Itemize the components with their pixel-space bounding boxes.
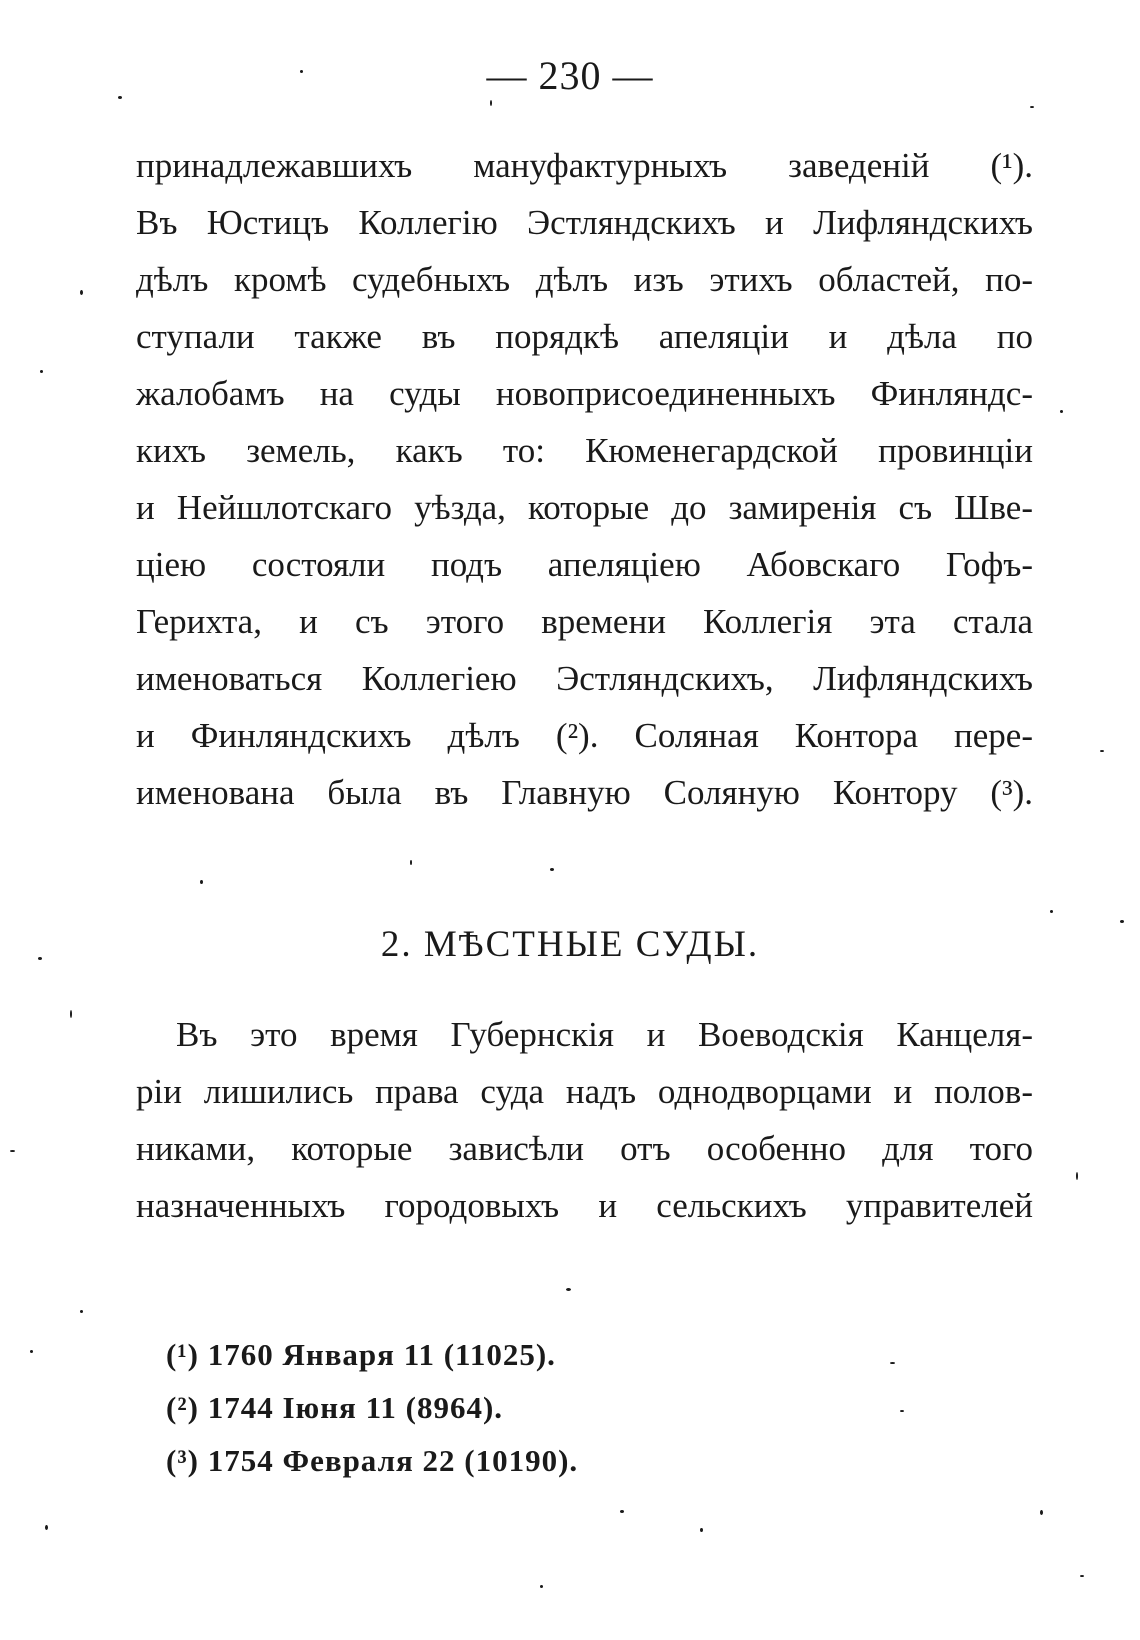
text-line: ріи лишились права суда надъ однодворцами и полов-: [136, 1072, 1033, 1111]
footnote-2: (²) 1744 Іюня 11 (8964).: [166, 1390, 504, 1425]
section-heading: 2. МѢСТНЫЕ СУДЫ.: [380, 923, 760, 965]
text-line: назначенныхъ городовыхъ и сельскихъ управителей: [136, 1186, 1033, 1225]
footnote-1: (¹) 1760 Января 11 (11025).: [166, 1337, 556, 1372]
text-line: и Финляндскихъ дѣлъ (²). Соляная Контора пере-: [136, 716, 1033, 755]
footnotes: [166, 1328, 766, 1487]
text-line: именована была въ Главную Соляную Контору (³).: [136, 773, 1033, 812]
text-line: принадлежавшихъ мануфактурныхъ заведеній (¹).: [136, 146, 1033, 185]
paragraph-local-courts: [136, 1006, 1033, 1234]
text-line: и Нейшлотскаго уѣзда, которые до замиренія съ Шве-: [136, 488, 1033, 527]
text-line: Герихта, и съ этого времени Коллегія эта стала: [136, 602, 1033, 641]
text-line: жалобамъ на суды новоприсоединенныхъ Финляндс-: [136, 374, 1033, 413]
paragraph-continuation: [136, 137, 1033, 821]
footnote-3: (³) 1754 Февраля 22 (10190).: [166, 1443, 579, 1478]
page-number: — 230 —: [486, 53, 654, 98]
text-line: ступали также въ порядкѣ апеляціи и дѣла по: [136, 317, 1033, 356]
text-line: Въ Юстицъ Коллегію Эстляндскихъ и Лифляндскихъ: [136, 203, 1033, 242]
text-line: ціею состояли подъ апеляціею Абовскаго Гофъ-: [136, 545, 1033, 584]
text-line: кихъ земель, какъ то: Кюменегардской провинціи: [136, 431, 1033, 470]
text-line: никами, которые зависѣли отъ особенно для того: [136, 1129, 1033, 1168]
text-line: именоваться Коллегіею Эстляндскихъ, Лифляндскихъ: [136, 659, 1033, 698]
text-line: дѣлъ кромѣ судебныхъ дѣлъ изъ этихъ областей, по-: [136, 260, 1033, 299]
text-line: Въ это время Губернскія и Воеводскія Канцеля-: [176, 1015, 1033, 1054]
